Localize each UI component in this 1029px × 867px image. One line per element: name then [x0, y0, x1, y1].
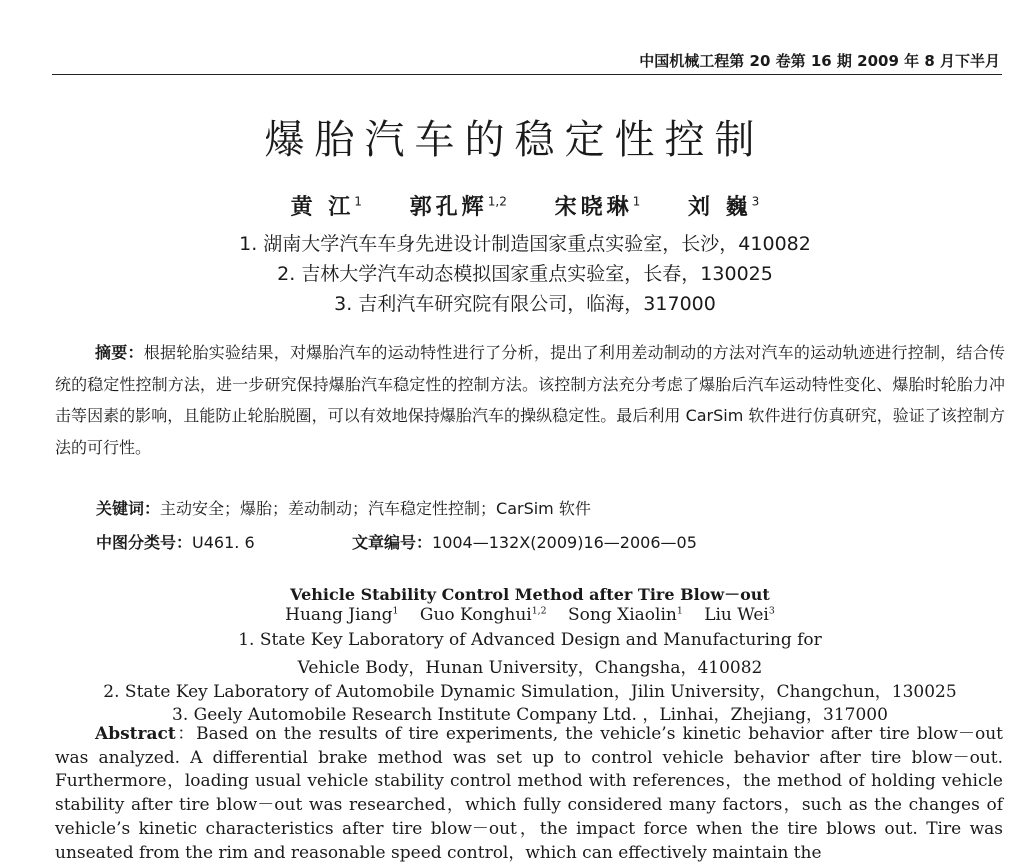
author-cn-1: 黄 江$^1$ [290, 194, 362, 220]
abstract-cn-label: 摘要： [95, 343, 144, 362]
keywords-chinese [96, 496, 996, 519]
affiliation-en-2: 2. State Key Laboratory of Automobile Dynamic Simulation，Jilin University，Changchun，130025 [103, 682, 957, 702]
keywords-cn-text: 主动安全；爆胎；差动制动；汽车稳定性控制；CarSim 软件 [160, 499, 591, 518]
article-number: 文章编号：1004—132X(2009)16—2006—05 [352, 533, 697, 552]
header-rule [52, 74, 1002, 75]
affiliation-cn-2: 2. 吉林大学汽车动态模拟国家重点实验室，长春，130025 [277, 263, 773, 285]
affiliation-en-1b: Vehicle Body，Hunan University，Changsha，410082 [297, 658, 763, 678]
clc-number: 中图分类号：U461. 6 [96, 533, 255, 552]
affiliation-cn-3: 3. 吉利汽车研究院有限公司，临海，317000 [334, 293, 716, 315]
affiliation-en-1a: 1. State Key Laboratory of Advanced Design and Manufacturing for [238, 630, 822, 650]
abstract-english [55, 723, 1003, 865]
abstract-cn-text: 根据轮胎实验结果，对爆胎汽车的运动特性进行了分析，提出了利用差动制动的方法对汽车的运动轨迹进行控制，结合传统的稳定性控制方法，进一步研究保持爆胎汽车稳定性的控制方法。该控制方法充分考虑了爆胎后汽车运动特性变化、爆胎时轮胎力冲击等因素的影响，且能防止轮胎脱圈，可以有效地保持爆胎汽车的操纵稳定性。最后利用 CarSim 软件进行仿真研究，验证了该控制方法的可行性。 [55, 343, 1005, 457]
classification-row [96, 530, 996, 553]
title-chinese: 爆胎汽车的稳定性控制 [264, 117, 765, 163]
author-cn-4: 刘 巍$^3$ [687, 194, 760, 220]
abstract-chinese [55, 337, 1005, 463]
abstract-en-text: ：Based on the results of tire experiments, the vehicle’s kinetic behavior after tire blow－out was analyzed. A differential brake method was set up to control vehicle behavior after tire blow－out. Furthermore，loading usual vehicle stability control method with references，the method of holding vehicle stability after tire blow－out was researched，which fully considered many factors，such as the changes of vehicle’s kinetic characteristics after tire blow－out，the impact force when the tire blows out. Tire was unseated from the rim and reasonable speed control，which can effectively maintain the [55, 724, 1003, 863]
journal-issue-header: 中国机械工程第 20 卷第 16 期 2009 年 8 月下半月 [639, 52, 1000, 70]
author-cn-3: 宋晓琳$^1$ [554, 194, 641, 220]
affiliation-cn-1: 1. 湖南大学汽车车身先进设计制造国家重点实验室，长沙，410082 [239, 233, 811, 255]
author-en-1: Huang Jiang$^1$ [285, 605, 399, 625]
keywords-cn-label: 关键词： [96, 499, 161, 518]
author-en-2: Guo Konghui$^{1,2}$ [419, 605, 547, 625]
author-cn-2: 郭孔辉$^{1,2}$ [409, 194, 507, 220]
authors-english [0, 605, 1029, 625]
author-en-3: Song Xiaolin$^1$ [567, 605, 683, 625]
affiliation-en-3: 3. Geely Automobile Research Institute Company Ltd. ，Linhai，Zhejiang，317000 [172, 705, 888, 725]
title-english: Vehicle Stability Control Method after Tire Blow－out [290, 585, 770, 604]
authors-chinese [0, 190, 1029, 221]
abstract-en-label: Abstract [95, 724, 176, 744]
author-en-4: Liu Wei$^3$ [704, 605, 775, 625]
